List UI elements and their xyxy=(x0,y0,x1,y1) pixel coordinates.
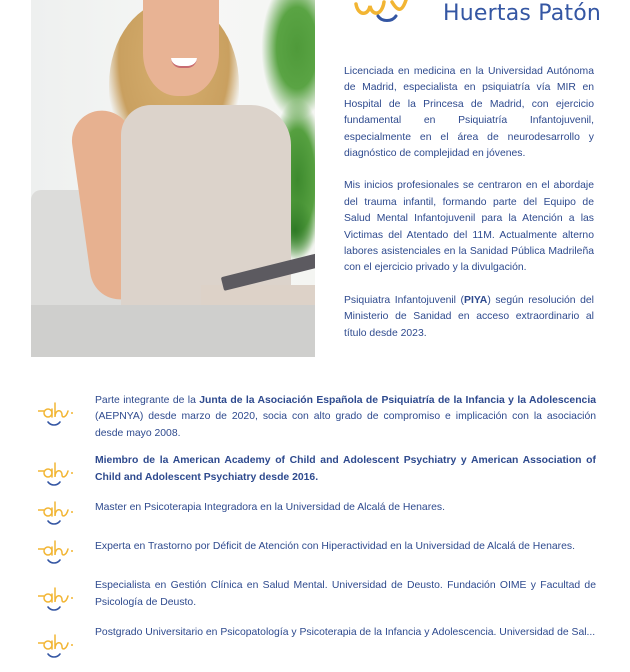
bio-paragraph: Mis inicios profesionales se centraron en el abordaje del trauma infantil, formando parte del Equipo de Salud Mental Infantojuvenil para la Atención a las Victimas del Atentado del 11M. Actualmente alterno labores asistenciales en la Sanidad Pública Madrileña con el ejercicio privado y la divulgación. xyxy=(344,180,594,274)
credential-text: Miembro de la American Academy of Child and Adolescent Psychiatry y American Association of Child and Adolescent Psychiatry desde 2016. xyxy=(95,455,596,483)
credential-text: Parte integrante de la Junta de la Asociación Española de Psiquiatría de la Infancia y la Adolescencia (AEPNYA) desde marzo de 2020, socia con alto grado de compromiso e implicación con la asociación desde mayo 2008. xyxy=(95,395,596,439)
bio-paragraph: Licenciada en medicina en la Universidad Autónoma de Madrid, especialista en psiquiatría vía MIR en Hospital de la Princesa de Madrid, con ejercicio fundamental en Psiquiatría Infantojuvenil, especialmente en el área de neurodesarrollo y diagnóstico de complejidad en jóvenes. xyxy=(344,66,594,160)
piya-acronym: PIYA xyxy=(464,294,488,306)
credentials-list xyxy=(36,393,596,672)
list-item xyxy=(36,578,596,614)
list-item xyxy=(36,500,596,528)
credential-text: Experta en Trastorno por Déficit de Atención con Hiperactividad en la Universidad de Alcalá de Henares. xyxy=(95,541,575,553)
ah-logo-icon xyxy=(36,633,78,661)
bio-piya-paragraph: Psiquiatra Infantojuvenil (PIYA) según resolución del Ministerio de Sanidad en acceso extraordinario al título desde 2023. xyxy=(344,294,594,339)
credential-text: Especialista en Gestión Clínica en Salud Mental. Universidad de Deusto. Fundación OIME y Facultad de Psicología de Deusto. xyxy=(95,580,596,608)
list-item xyxy=(36,453,596,489)
profile-photo xyxy=(31,0,315,357)
bio-section xyxy=(344,64,594,358)
list-item xyxy=(36,393,596,442)
list-item xyxy=(36,625,596,661)
credential-text: Postgrado Universitario en Psicopatología y Psicoterapia de la Infancia y Adolescencia. Universidad de Sal... xyxy=(95,627,596,639)
ah-logo-icon xyxy=(36,401,78,429)
list-item xyxy=(36,539,596,567)
ah-logo-icon xyxy=(36,500,78,528)
ah-logo-icon xyxy=(36,461,78,489)
ah-logo-icon xyxy=(36,586,78,614)
ah-logo-icon xyxy=(352,0,412,24)
credential-text: Master en Psicoterapia Integradora en la Universidad de Alcalá de Henares. xyxy=(95,502,446,514)
brand-name: Huertas Patón xyxy=(443,1,602,26)
ah-logo-icon xyxy=(36,539,78,567)
